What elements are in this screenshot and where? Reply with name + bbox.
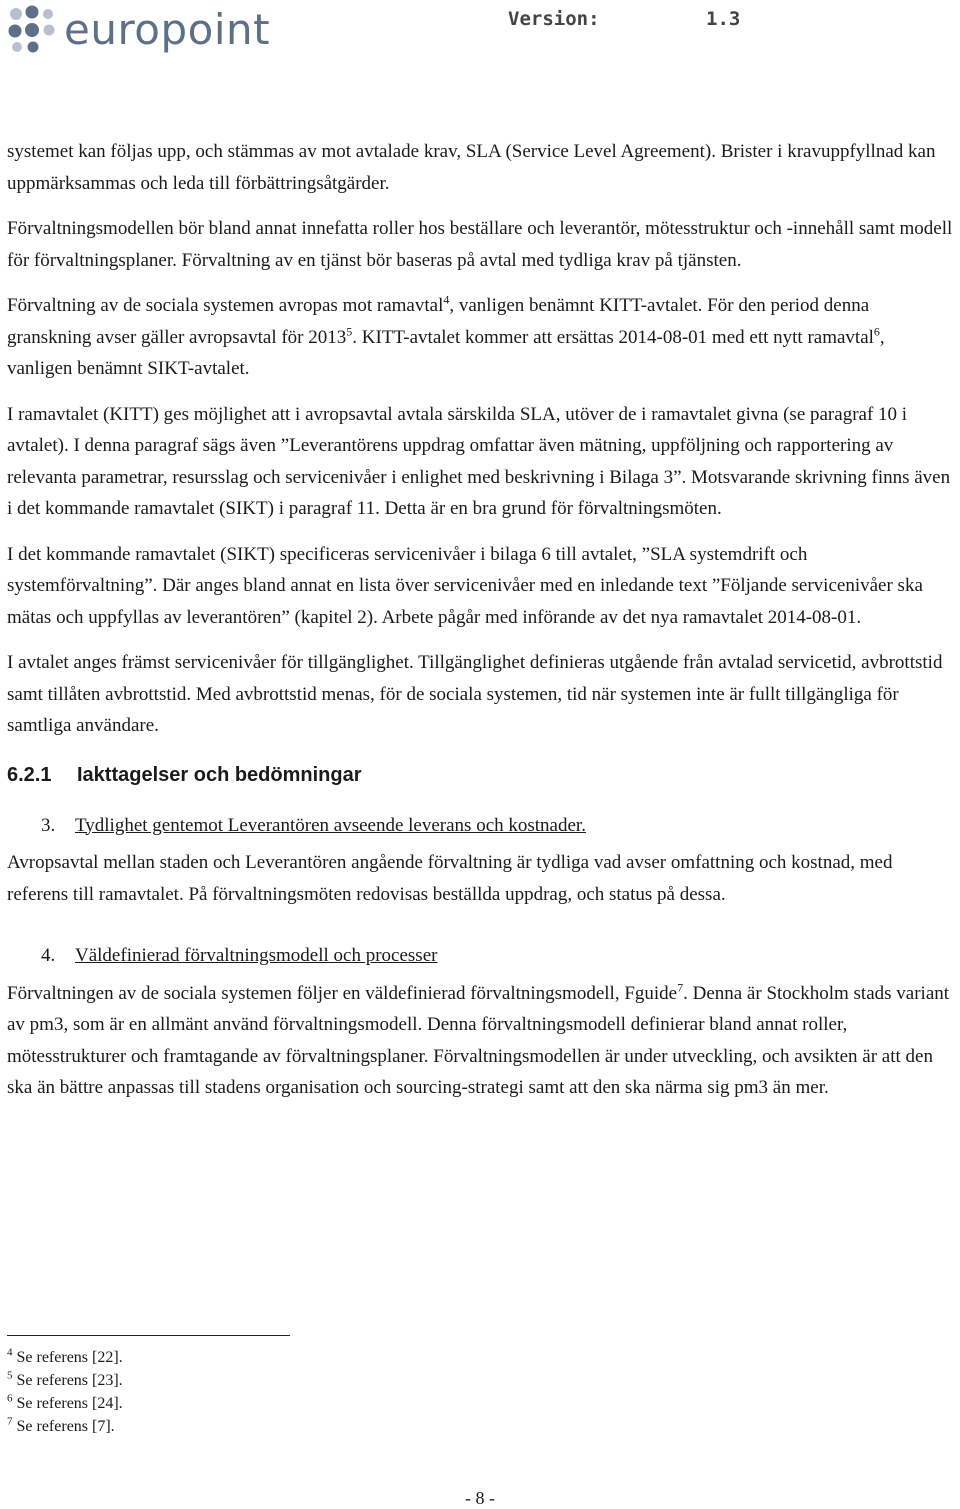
page-header <box>0 0 960 70</box>
footnote-number: 6 <box>7 1392 13 1405</box>
version-info <box>508 8 741 30</box>
footnote-divider <box>7 1335 290 1336</box>
item-4-heading <box>41 940 953 972</box>
footnote-text: Se referens [22]. <box>16 1349 123 1366</box>
section-heading <box>7 760 953 790</box>
footnote-text: Se referens [24]. <box>16 1395 123 1412</box>
footnote-number: 5 <box>7 1369 13 1382</box>
footnote-ref-5[interactable]: 5 <box>346 324 353 339</box>
section-number: 6.2.1 <box>7 763 52 786</box>
footnote-7 <box>7 1415 123 1438</box>
item-3-title: Tydlighet gentemot Leverantören avseende leverans och kostnader. <box>75 814 586 836</box>
item-3-text: Avropsavtal mellan staden och Leverantören angående förvaltning är tydliga vad avser omfattning och kostnad, med referens till ramavtalet. På förvaltningsmöten redovisas beställda uppdrag, och status på dessa. <box>7 852 893 905</box>
footnote-ref-6[interactable]: 6 <box>873 324 880 339</box>
document-body <box>7 136 953 1118</box>
paragraph-5: I det kommande ramavtalet (SIKT) specificeras servicenivåer i bilaga 6 till avtalet, ”SLA systemdrift och systemförvaltning”. Där anges bland annat en lista över servicenivåer med en inledande text ”Följande servicenivåer ska mätas och uppfyllas av leverantören” (kapitel 2). Arbete pågår med införande av det nya ramavtalet 2014-08-01. <box>7 543 923 628</box>
item-4-number: 4. <box>41 945 56 966</box>
paragraph-1: systemet kan följas upp, och stämmas av mot avtalade krav, SLA (Service Level Agreement). Brister i kravuppfyllnad kan uppmärksammas och leda till förbättringsåtgärder. <box>7 141 936 194</box>
brand-name: europoint <box>64 5 271 54</box>
footnote-ref-4[interactable]: 4 <box>443 292 450 307</box>
footnote-number: 4 <box>7 1346 13 1359</box>
item-4-text-b: . Denna är Stockholm stads variant av pm3, som är en allmänt använd förvaltningsmodell. Denna förvaltningsmodell definierar bland annat roller, mötesstrukturer och framtagande av förvaltningsplaner. Förvaltningsmodellen är under utveckling, och avsikten är att den ska än bättre anpassas till stadens organisation och sourcing-strategi samt att den ska närma sig pm3 än mer. <box>7 982 950 1098</box>
item-3-heading <box>41 810 953 842</box>
europoint-logo <box>6 4 270 56</box>
logo-dots-icon <box>6 4 58 56</box>
footnote-6 <box>7 1392 123 1415</box>
footnote-4 <box>7 1346 123 1369</box>
page-number: - 8 - <box>465 1488 495 1508</box>
paragraph-3-text-b: , vanligen benämnt KITT-avtalet. För den period denna granskning avser gäller avropsavtal för 2013 <box>7 295 870 348</box>
footnote-5 <box>7 1369 123 1392</box>
version-number: 1.3 <box>706 8 741 30</box>
paragraph-2: Förvaltningsmodellen bör bland annat innefatta roller hos beställare och leverantör, mötesstruktur och -innehåll samt modell för förvaltningsplaner. Förvaltning av en tjänst bör baseras på avtal med tydliga krav på tjänsten. <box>7 218 953 271</box>
item-4-text-a: Förvaltningen av de sociala systemen följer en väldefinierad förvaltningsmodell, Fguide <box>7 982 678 1004</box>
item-4-title: Väldefinierad förvaltningsmodell och processer <box>75 945 438 966</box>
paragraph-6: I avtalet anges främst servicenivåer för tillgänglighet. Tillgänglighet definieras utgående från avtalad servicetid, avbrottstid samt tillåten avbrottstid. Med avbrottstid menas, för de sociala systemen, tid när systemen inte är fullt tillgängliga för samtliga användare. <box>7 652 943 736</box>
footnote-ref-7[interactable]: 7 <box>677 980 684 995</box>
paragraph-3-text-d: , vanligen benämnt SIKT-avtalet. <box>7 326 885 379</box>
paragraph-3-text-c: . KITT-avtalet kommer att ersättas 2014-08-01 med ett nytt ramavtal <box>352 326 874 348</box>
footnote-number: 7 <box>7 1415 13 1428</box>
version-label: Version: <box>508 8 600 30</box>
item-3-number: 3. <box>41 814 56 836</box>
item-4-text <box>7 978 953 1104</box>
paragraph-3-text-a: Förvaltning av de sociala systemen avropas mot ramavtal <box>7 295 444 316</box>
footnote-text: Se referens [23]. <box>16 1372 123 1389</box>
paragraph-4: I ramavtalet (KITT) ges möjlighet att i avropsavtal avtala särskilda SLA, utöver de i ramavtalet givna (se paragraf 10 i avtalet). I denna paragraf sägs även ”Leverantörens uppdrag omfattar även mätning, uppföljning och rapportering av relevanta parametrar, resursslag och servicenivåer i enlighet med beskrivning i Bilaga 3”. Motsvarande skrivning finns även i det kommande ramavtalet (SIKT) i paragraf 11. Detta är en bra grund för förvaltningsmöten. <box>7 403 951 519</box>
section-title: Iakttagelser och bedömningar <box>77 763 362 786</box>
footnote-text: Se referens [7]. <box>16 1418 115 1435</box>
paragraph-3 <box>7 290 953 385</box>
footnotes <box>7 1346 123 1438</box>
